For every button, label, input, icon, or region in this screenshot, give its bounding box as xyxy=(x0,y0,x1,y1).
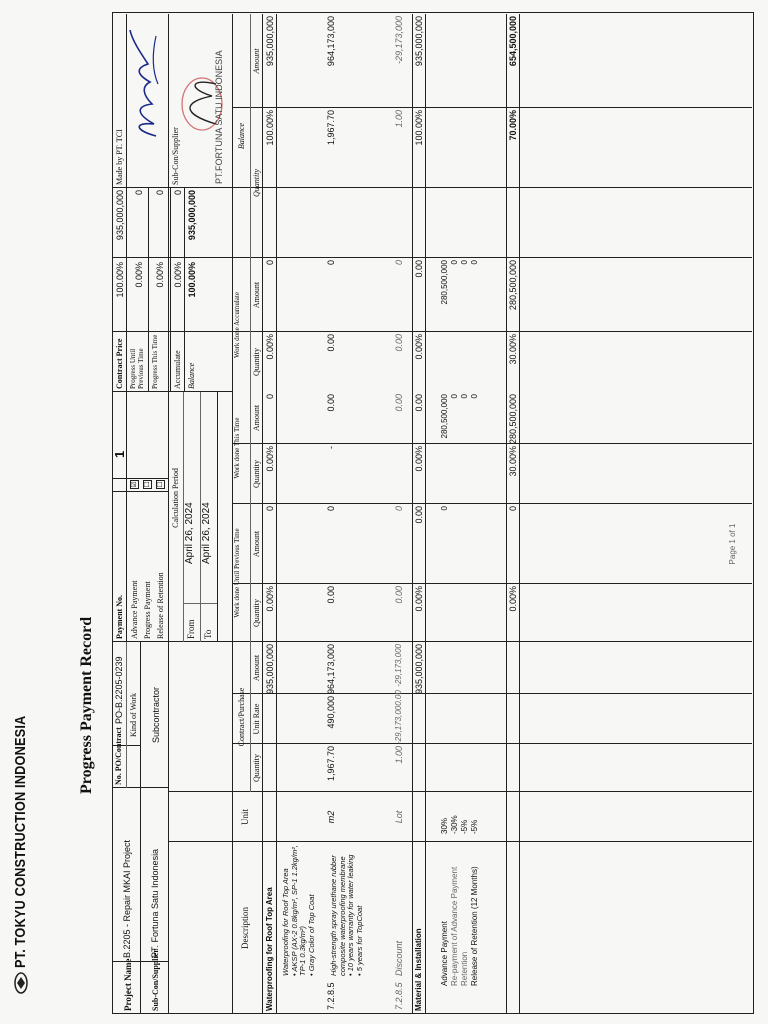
adjust-prev-0: 0 xyxy=(440,506,449,511)
item2-no: 7.2.8.5 xyxy=(394,982,404,1010)
wd-this-qty: Quantity xyxy=(252,460,261,488)
final-this-amt: 280,500,000 xyxy=(508,393,518,444)
item2-qty: 1.00 xyxy=(394,746,404,764)
to-date: April 26, 2024 xyxy=(201,502,212,564)
progress-until-pct: 0.00% xyxy=(134,262,144,288)
description-header: Description xyxy=(240,907,250,949)
from-label: From xyxy=(186,619,196,639)
bal-header: Balance xyxy=(237,122,246,150)
made-by-label: Made by PT. TCI xyxy=(115,129,124,185)
item1-acc-amt: 0 xyxy=(326,260,336,266)
wd-this-amt: Amount xyxy=(252,404,261,432)
tci-signature xyxy=(126,24,168,144)
item1-qty: 1,967.70 xyxy=(326,746,336,782)
progress-payment-label: Progress Payment xyxy=(143,581,152,639)
progress-this-label: Progress This Time xyxy=(151,334,159,389)
item2-bal-amt: -29,173,000 xyxy=(394,16,404,65)
adjust-acc-0: 280,500,000 xyxy=(440,260,449,305)
unit-header: Unit xyxy=(240,809,250,826)
item2-prev-qty: 0.00 xyxy=(394,586,404,604)
adjust-pct-1: -30% xyxy=(450,815,459,834)
adjust-pct-0: 30% xyxy=(440,817,449,834)
contract-purchase-header: Contract/Purchase xyxy=(237,687,246,747)
total-prev-qty: 0.00% xyxy=(414,586,424,612)
balance-amt: 935,000,000 xyxy=(187,190,197,241)
wp-prev-qty: 0.00% xyxy=(265,586,275,612)
kind-of-work-label: Kind of Work xyxy=(129,692,138,738)
item1-this-amt: 0.00 xyxy=(326,394,336,412)
item1-prev-qty: 0.00 xyxy=(326,586,336,604)
wp-bal-qty: 100.00% xyxy=(265,110,275,146)
total-acc-qty: 0.00% xyxy=(414,334,424,360)
item1-this-qty: - xyxy=(326,446,336,449)
section-waterproofing: Waterproofing for Roof Top Area xyxy=(265,887,274,1011)
adjust-this-1: 0 xyxy=(450,394,459,399)
total-this-qty: 0.00% xyxy=(414,446,424,472)
progress-this-pct: 0.00% xyxy=(155,262,165,288)
wp-amount: 935,000,000 xyxy=(265,643,275,694)
total-amount: 935,000,000 xyxy=(414,643,424,694)
sub-con-label: Sub-Con/Supplier xyxy=(151,949,160,1011)
item2-unit: Lot xyxy=(394,810,404,824)
adjust-pct-3: -5% xyxy=(470,819,479,834)
amount-header: Amount xyxy=(252,654,261,682)
adjust-pct-2: -5% xyxy=(460,819,469,834)
progress-until-amt: 0 xyxy=(134,190,144,196)
accumulate-amt: 0 xyxy=(173,190,183,196)
item1-amount: 964,173,000 xyxy=(326,643,336,694)
wp-this-qty: 0.00% xyxy=(265,446,275,472)
final-acc-qty: 30.00% xyxy=(508,334,518,365)
advance-payment-checkbox[interactable]: ☑ xyxy=(130,481,138,488)
payment-no-label: Payment No. xyxy=(115,595,124,639)
wd-prev-amt: Amount xyxy=(252,530,261,558)
wp-bal-amt: 935,000,000 xyxy=(265,16,275,67)
item1-desc2: High-strength spray urethane rubber composite waterproofing membrane • 10 years warranty for water leaking • 5 years for TopCoat xyxy=(329,854,364,976)
adjust-this-2: 0 xyxy=(460,394,469,399)
calc-period-label: Calculation Period xyxy=(171,468,180,528)
wp-this-amt: 0 xyxy=(265,394,275,400)
final-acc-amt: 280,500,000 xyxy=(508,260,518,311)
page-title: Progress Payment Record xyxy=(78,616,95,794)
item1-acc-qty: 0.00 xyxy=(326,334,336,352)
total-bal-amt: 935,000,000 xyxy=(414,16,424,67)
accumulate-pct: 0.00% xyxy=(173,262,183,288)
qty-header: Quantity xyxy=(252,754,261,782)
contract-price-pct: 100.00% xyxy=(115,262,125,298)
total-this-amt: 0.00 xyxy=(414,394,424,412)
project-name-value: B.2205 - Repair MKAI Project xyxy=(122,839,132,958)
adjust-label-0: Advance Payment xyxy=(440,921,449,986)
wd-this-header: Work done This Time xyxy=(233,417,241,479)
stamp-text: PT.FORTUNA SATU INDONESIA xyxy=(214,50,224,184)
payment-no-value: 1 xyxy=(112,450,127,458)
po-label: No. PO/Contract xyxy=(114,727,123,785)
total-bal-qty: 100.00% xyxy=(414,110,424,146)
release-retention-label: Release of Retention xyxy=(156,572,165,639)
final-bal-amt: 654,500,000 xyxy=(508,16,518,67)
bal-amt: Amount xyxy=(252,48,261,74)
sub-con-sign-label: Sub-Con/Supplier xyxy=(171,127,180,185)
adjust-acc-1: 0 xyxy=(450,260,459,265)
advance-payment-label: Advance Payment xyxy=(130,580,139,639)
item1-desc1: Waterproofing for Roof Top Area • AKSP (AX-2 0.8kg/m², SP-1 1.2kg/m², TP-1 0.3kg/m²) • Gray Color of Top Coat xyxy=(281,845,316,976)
accumulate-label: Accumulate xyxy=(173,350,182,389)
final-prev-qty: 0.00% xyxy=(508,586,518,612)
company-name: PT. TOKYU CONSTRUCTION INDONESIA xyxy=(12,715,29,968)
balance-pct: 100.00% xyxy=(187,262,197,298)
wp-acc-amt: 0 xyxy=(265,260,275,266)
adjust-label-2: Retention xyxy=(460,951,469,986)
wd-acc-header: Work done Accumulate xyxy=(233,292,241,358)
item2-desc: Discount xyxy=(394,940,404,976)
wp-prev-amt: 0 xyxy=(265,506,275,512)
balance-label: Balance xyxy=(187,362,196,389)
adjust-label-1: Re-payment of Advance Payment xyxy=(450,866,459,986)
adjust-acc-3: 0 xyxy=(470,260,479,265)
total-prev-amt: 0.00 xyxy=(414,506,424,524)
adjust-this-0: 280,500,000 xyxy=(440,394,449,439)
release-retention-checkbox[interactable]: ☐ xyxy=(156,481,164,488)
adjust-label-3: Release of Retention (12 Months) xyxy=(470,866,479,986)
wp-acc-qty: 0.00% xyxy=(265,334,275,360)
item2-prev-amt: 0 xyxy=(394,506,404,512)
item2-rate: -29,173,000.00 xyxy=(394,690,403,744)
final-prev-amt: 0 xyxy=(508,506,518,512)
final-bal-qty: 70.00% xyxy=(508,110,518,141)
company-logo xyxy=(14,972,28,994)
po-value: PO-B.2205-0239 xyxy=(114,656,124,724)
item1-bal-qty: 1,967.70 xyxy=(326,110,336,146)
adjust-this-3: 0 xyxy=(470,394,479,399)
item2-bal-qty: 1.00 xyxy=(394,110,404,128)
section-material: Material & Installation xyxy=(414,928,423,1011)
sub-con-value: PT. Fortuna Satu Indonesia xyxy=(150,848,160,958)
item2-amount: -29,173,000 xyxy=(394,644,403,687)
page-footer: Page 1 of 1 xyxy=(728,523,737,565)
progress-payment-checkbox[interactable]: ☐ xyxy=(143,481,151,488)
to-label: To xyxy=(203,629,213,639)
wd-acc-amt: Amount xyxy=(252,281,261,309)
contract-price-label: Contract Price xyxy=(115,338,124,389)
item1-prev-amt: 0 xyxy=(326,506,336,512)
kind-of-work-value: Subcontractor xyxy=(151,686,161,744)
wd-acc-qty: Quantity xyxy=(252,348,261,376)
bal-qty: Quantity xyxy=(252,169,261,197)
progress-this-amt: 0 xyxy=(155,190,165,196)
item2-this-amt: 0.00 xyxy=(394,394,404,412)
project-name-label: Project Name xyxy=(123,958,133,1011)
item1-rate: 490,000 xyxy=(326,696,336,729)
item1-unit: m2 xyxy=(326,810,336,824)
item2-acc-amt: 0 xyxy=(394,260,404,266)
rate-header: Unit Rate xyxy=(252,703,261,735)
wd-prev-header: Work done Until Previous Time xyxy=(233,528,241,618)
final-this-qty: 30.00% xyxy=(508,446,518,477)
item1-no: 7.2.8.5 xyxy=(326,982,336,1010)
wd-prev-qty: Quantity xyxy=(252,599,261,627)
item1-bal-amt: 964,173,000 xyxy=(326,16,336,67)
progress-until-label: Progress Until Previous Time xyxy=(129,348,146,389)
contract-price-amt: 935,000,000 xyxy=(115,190,125,241)
adjust-acc-2: 0 xyxy=(460,260,469,265)
item2-acc-qty: 0.00 xyxy=(394,334,404,352)
from-date: April 26, 2024 xyxy=(184,502,195,564)
total-acc-amt: 0.00 xyxy=(414,260,424,278)
